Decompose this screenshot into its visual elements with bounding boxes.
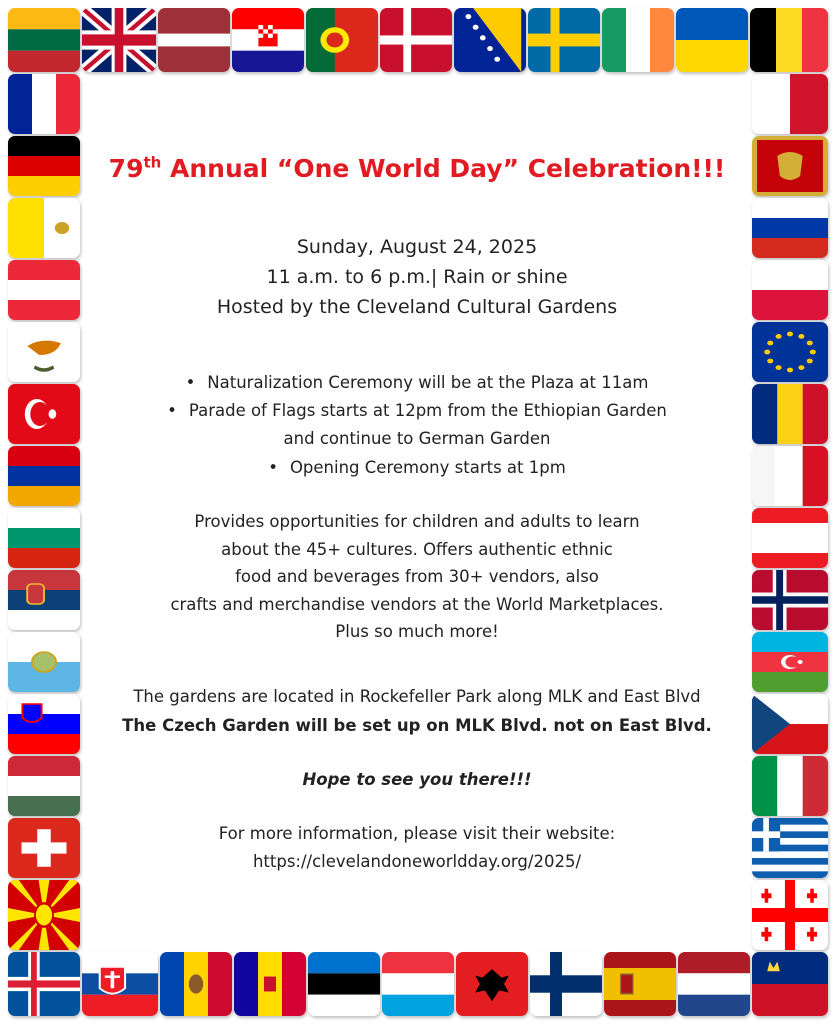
flag-vatican [8,198,80,258]
event-title [84,154,750,183]
bullet-text: • Parade of Flags starts at 12pm from the Ethiopian Garden [167,401,667,420]
description-line: food and beverages from 30+ vendors, also [235,567,599,586]
flag-poland [752,260,828,320]
flag-liechtenstein [752,952,828,1016]
bullet-opening [84,458,750,477]
flag-azerbaijan [752,632,828,692]
description-line: Plus so much more! [335,622,499,641]
description-line: crafts and merchandise vendors at the World Marketplaces. [170,595,664,614]
flag-ireland [602,8,674,72]
flag-georgia [752,880,828,950]
flag-ukraine [676,8,748,72]
flag-czech-republic [752,694,828,754]
flag-netherlands [678,952,750,1016]
info-label: For more information, please visit their website: [218,824,616,843]
flag-belgium [750,8,828,72]
flag-estonia [308,952,380,1016]
title-text: Annual “One World Day” Celebration!!! [161,154,726,183]
flag-norway [752,570,828,630]
flag-montenegro [752,136,828,196]
flag-lithuania [8,8,80,72]
flag-portugal [306,8,378,72]
flag-iceland [8,952,80,1016]
flag-north-macedonia [8,880,80,950]
description-line: Provides opportunities for children and adults to learn [194,512,640,531]
flag-italy [752,756,828,816]
event-time: 11 a.m. to 6 p.m.| Rain or shine [266,266,568,288]
flag-hungary [8,756,80,816]
flag-spain [604,952,676,1016]
bullet-parade-continued: and continue to German Garden [283,429,551,448]
flag-bosnia [454,8,526,72]
bullet-text: • Naturalization Ceremony will be at the Plaza at 11am [186,373,649,392]
flag-greece [752,818,828,878]
flag-peru [752,446,828,506]
notice-text: The Czech Garden will be set up on MLK Blvd. not on East Blvd. [122,716,712,735]
flag-russia [752,198,828,258]
flag-romania [752,384,828,444]
flag-denmark [380,8,452,72]
flag-croatia [232,8,304,72]
flag-switzerland [8,818,80,878]
flag-sweden [528,8,600,72]
flag-luxembourg [382,952,454,1016]
flag-france [8,74,80,134]
bullet-parade [84,401,750,420]
flag-malta [752,74,828,134]
location-text: The gardens are located in Rockefeller Park along MLK and East Blvd [133,687,701,706]
flag-andorra [234,952,306,1016]
flag-cyprus [8,322,80,382]
flag-united-kingdom [82,8,156,72]
flag-lebanon [752,508,828,568]
description-line: about the 45+ cultures. Offers authentic ethnic [221,540,613,559]
flag-european-union [752,322,828,382]
flag-albania [456,952,528,1016]
flag-san-marino [8,632,80,692]
bullet-naturalization [84,373,750,392]
closing-text: Hope to see you there!!! [302,770,532,789]
flag-slovakia [82,952,158,1016]
flag-slovenia [8,694,80,754]
title-ordinal-suffix: th [143,153,162,172]
bullet-text: • Opening Ceremony starts at 1pm [268,458,566,477]
info-url: https://clevelandoneworldday.org/2025/ [252,852,582,871]
flag-bulgaria [8,508,80,568]
flag-moldova [160,952,232,1016]
event-date: Sunday, August 24, 2025 [296,236,538,258]
event-host: Hosted by the Cleveland Cultural Gardens [216,296,618,318]
flag-finland [530,952,602,1016]
title-ordinal: 79 [108,154,144,183]
flag-latvia [158,8,230,72]
flag-armenia [8,446,80,506]
flag-germany [8,136,80,196]
flag-turkey [8,384,80,444]
flag-austria [8,260,80,320]
flag-serbia [8,570,80,630]
